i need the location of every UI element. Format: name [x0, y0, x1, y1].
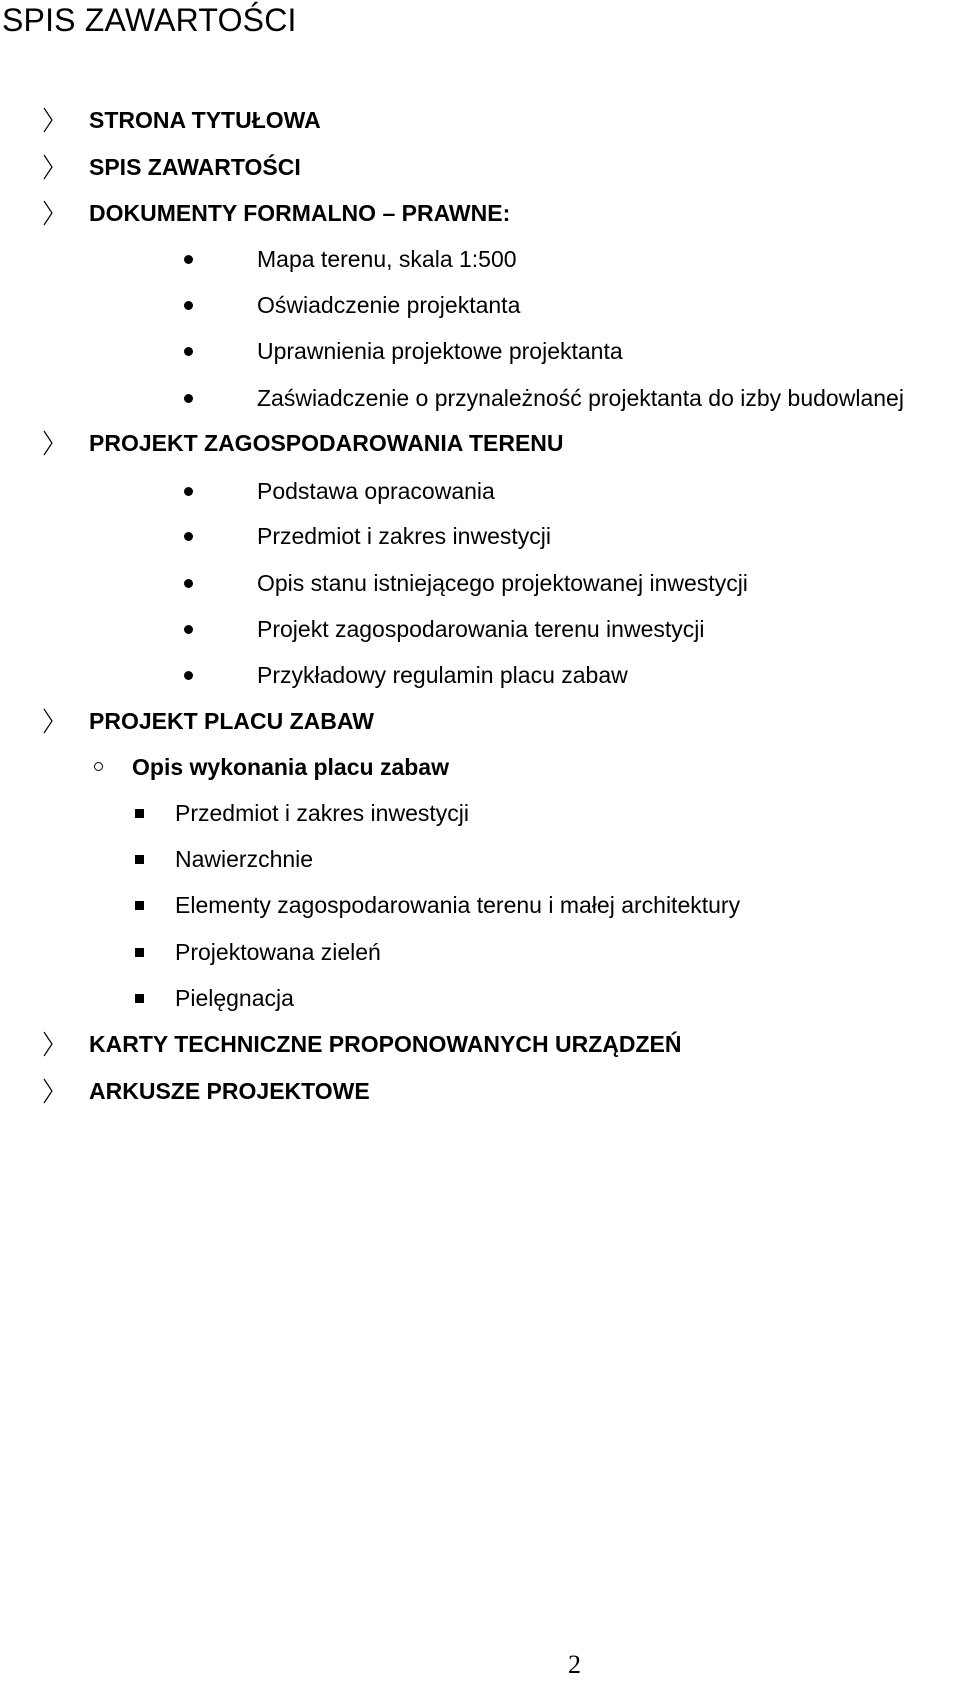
toc-subitem-label: Mapa terenu, skala 1:500 [257, 246, 517, 272]
toc-item-label: ARKUSZE PROJEKTOWE [89, 1078, 370, 1104]
square-bullet-icon [135, 948, 144, 957]
toc-subitem-label: Zaświadczenie o przynależność projektanta do izby budowlanej [257, 385, 904, 411]
bullet-dot-icon [184, 301, 193, 310]
page-title: SPIS ZAWARTOŚCI [2, 2, 297, 38]
bullet-dot-icon [184, 625, 193, 634]
toc-subsubitem-label: Projektowana zieleń [175, 939, 381, 965]
toc-subsubitem-label: Przedmiot i zakres inwestycji [175, 800, 469, 826]
open-circle-icon [94, 762, 103, 771]
toc-subitem-label: Uprawnienia projektowe projektanta [257, 338, 623, 364]
bullet-dot-icon [184, 487, 193, 496]
toc-subitem-label: Oświadczenie projektanta [257, 292, 521, 318]
square-bullet-icon [135, 855, 144, 864]
square-bullet-icon [135, 809, 144, 818]
bullet-dot-icon [184, 394, 193, 403]
toc-subitem-label: Opis stanu istniejącego projektowanej inwestycji [257, 570, 748, 596]
toc-item-label: KARTY TECHNICZNE PROPONOWANYCH URZĄDZEŃ [89, 1031, 682, 1057]
toc-subsubitem-label: Elementy zagospodarowania terenu i małej architektury [175, 892, 741, 918]
toc-subsubitem-label: Pielęgnacja [175, 985, 294, 1011]
chevron-right-icon [42, 199, 54, 227]
toc-item-label: DOKUMENTY FORMALNO – PRAWNE: [89, 200, 511, 226]
bullet-dot-icon [184, 579, 193, 588]
bullet-dot-icon [184, 347, 193, 356]
toc-item-label: PROJEKT ZAGOSPODAROWANIA TERENU [89, 430, 564, 456]
toc-subitem-label: Przedmiot i zakres inwestycji [257, 523, 551, 549]
chevron-right-icon [42, 707, 54, 735]
toc-item-label: SPIS ZAWARTOŚCI [89, 154, 301, 180]
chevron-right-icon [42, 1030, 54, 1058]
toc-subitem-label: Podstawa opracowania [257, 478, 495, 504]
toc-subsubitem-label: Nawierzchnie [175, 846, 314, 872]
bullet-dot-icon [184, 255, 193, 264]
page-number: 2 [568, 1650, 581, 1679]
chevron-right-icon [42, 106, 54, 134]
bullet-dot-icon [184, 532, 193, 541]
chevron-right-icon [42, 153, 54, 181]
toc-subitem-label: Przykładowy regulamin placu zabaw [257, 662, 628, 688]
chevron-right-icon [42, 1077, 54, 1105]
bullet-dot-icon [184, 671, 193, 680]
toc-subitem-label: Projekt zagospodarowania terenu inwestycji [257, 616, 705, 642]
toc-item-label: STRONA TYTUŁOWA [89, 107, 321, 133]
toc-item-label: PROJEKT PLACU ZABAW [89, 708, 374, 734]
toc-subitem-label: Opis wykonania placu zabaw [132, 754, 449, 780]
chevron-right-icon [42, 429, 54, 457]
square-bullet-icon [135, 901, 144, 910]
square-bullet-icon [135, 994, 144, 1003]
